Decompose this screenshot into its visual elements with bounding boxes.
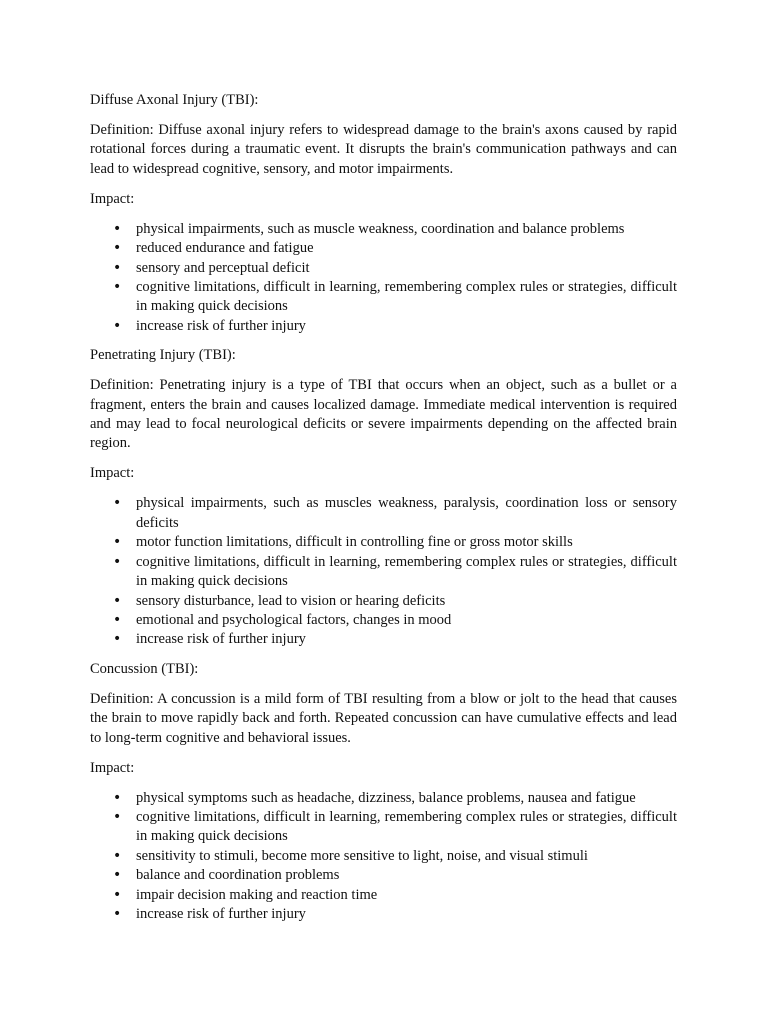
impact-list xyxy=(90,220,677,336)
list-item: • increase risk of further injury xyxy=(136,630,677,649)
section-heading: Diffuse Axonal Injury (TBI): xyxy=(90,92,259,108)
list-item: • physical symptoms such as headache, dizziness, balance problems, nausea and fatigue xyxy=(136,789,677,808)
list-item: • reduced endurance and fatigue xyxy=(136,239,677,258)
section-definition: Definition: A concussion is a mild form of TBI resulting from a blow or jolt to the head that causes the brain to move rapidly back and forth. Repeated concussion can have cumulative effects and lead to long-term cognitive and behavioral issues. xyxy=(90,690,677,746)
list-item: • cognitive limitations, difficult in learning, remembering complex rules or strategies, difficult in making quick decisions xyxy=(136,808,677,847)
section-penetrating-injury xyxy=(90,346,677,649)
list-item: • cognitive limitations, difficult in learning, remembering complex rules or strategies, difficult in making quick decisions xyxy=(136,553,677,592)
impact-label: Impact: xyxy=(90,465,135,482)
section-diffuse-axonal-injury xyxy=(90,91,677,336)
list-item: • emotional and psychological factors, changes in mood xyxy=(136,611,677,630)
list-item: • sensitivity to stimuli, become more sensitive to light, noise, and visual stimuli xyxy=(136,847,677,866)
impact-label: Impact: xyxy=(90,759,135,776)
list-item: • balance and coordination problems xyxy=(136,866,677,885)
impact-list xyxy=(90,494,677,649)
section-definition: Definition: Penetrating injury is a type of TBI that occurs when an object, such as a bullet or a fragment, enters the brain and causes localized damage. Immediate medical intervention is required and may lead to focal neurological deficits or severe impairments depending on the affected brain region. xyxy=(90,377,677,452)
document-page xyxy=(90,91,677,934)
list-item: • increase risk of further injury xyxy=(136,905,677,924)
list-item: • motor function limitations, difficult in controlling fine or gross motor skills xyxy=(136,533,677,552)
section-definition: Definition: Diffuse axonal injury refers to widespread damage to the brain's axons caused by rapid rotational forces during a traumatic event. It disrupts the brain's communication pathways and can lead to widespread cognitive, sensory, and motor impairments. xyxy=(90,122,677,177)
impact-label: Impact: xyxy=(90,190,135,207)
list-item: • cognitive limitations, difficult in learning, remembering complex rules or strategies, difficult in making quick decisions xyxy=(136,278,677,317)
list-item: • sensory and perceptual deficit xyxy=(136,259,677,278)
section-concussion xyxy=(90,660,677,925)
list-item: • physical impairments, such as muscles weakness, paralysis, coordination loss or sensory deficits xyxy=(136,494,677,533)
list-item: • sensory disturbance, lead to vision or hearing deficits xyxy=(136,592,677,611)
section-heading: Concussion (TBI): xyxy=(90,660,199,677)
list-item: • increase risk of further injury xyxy=(136,317,677,336)
impact-list xyxy=(90,789,677,925)
list-item: • impair decision making and reaction time xyxy=(136,886,677,905)
section-heading: Penetrating Injury (TBI): xyxy=(90,347,236,364)
list-item: • physical impairments, such as muscle weakness, coordination and balance problems xyxy=(136,220,677,239)
